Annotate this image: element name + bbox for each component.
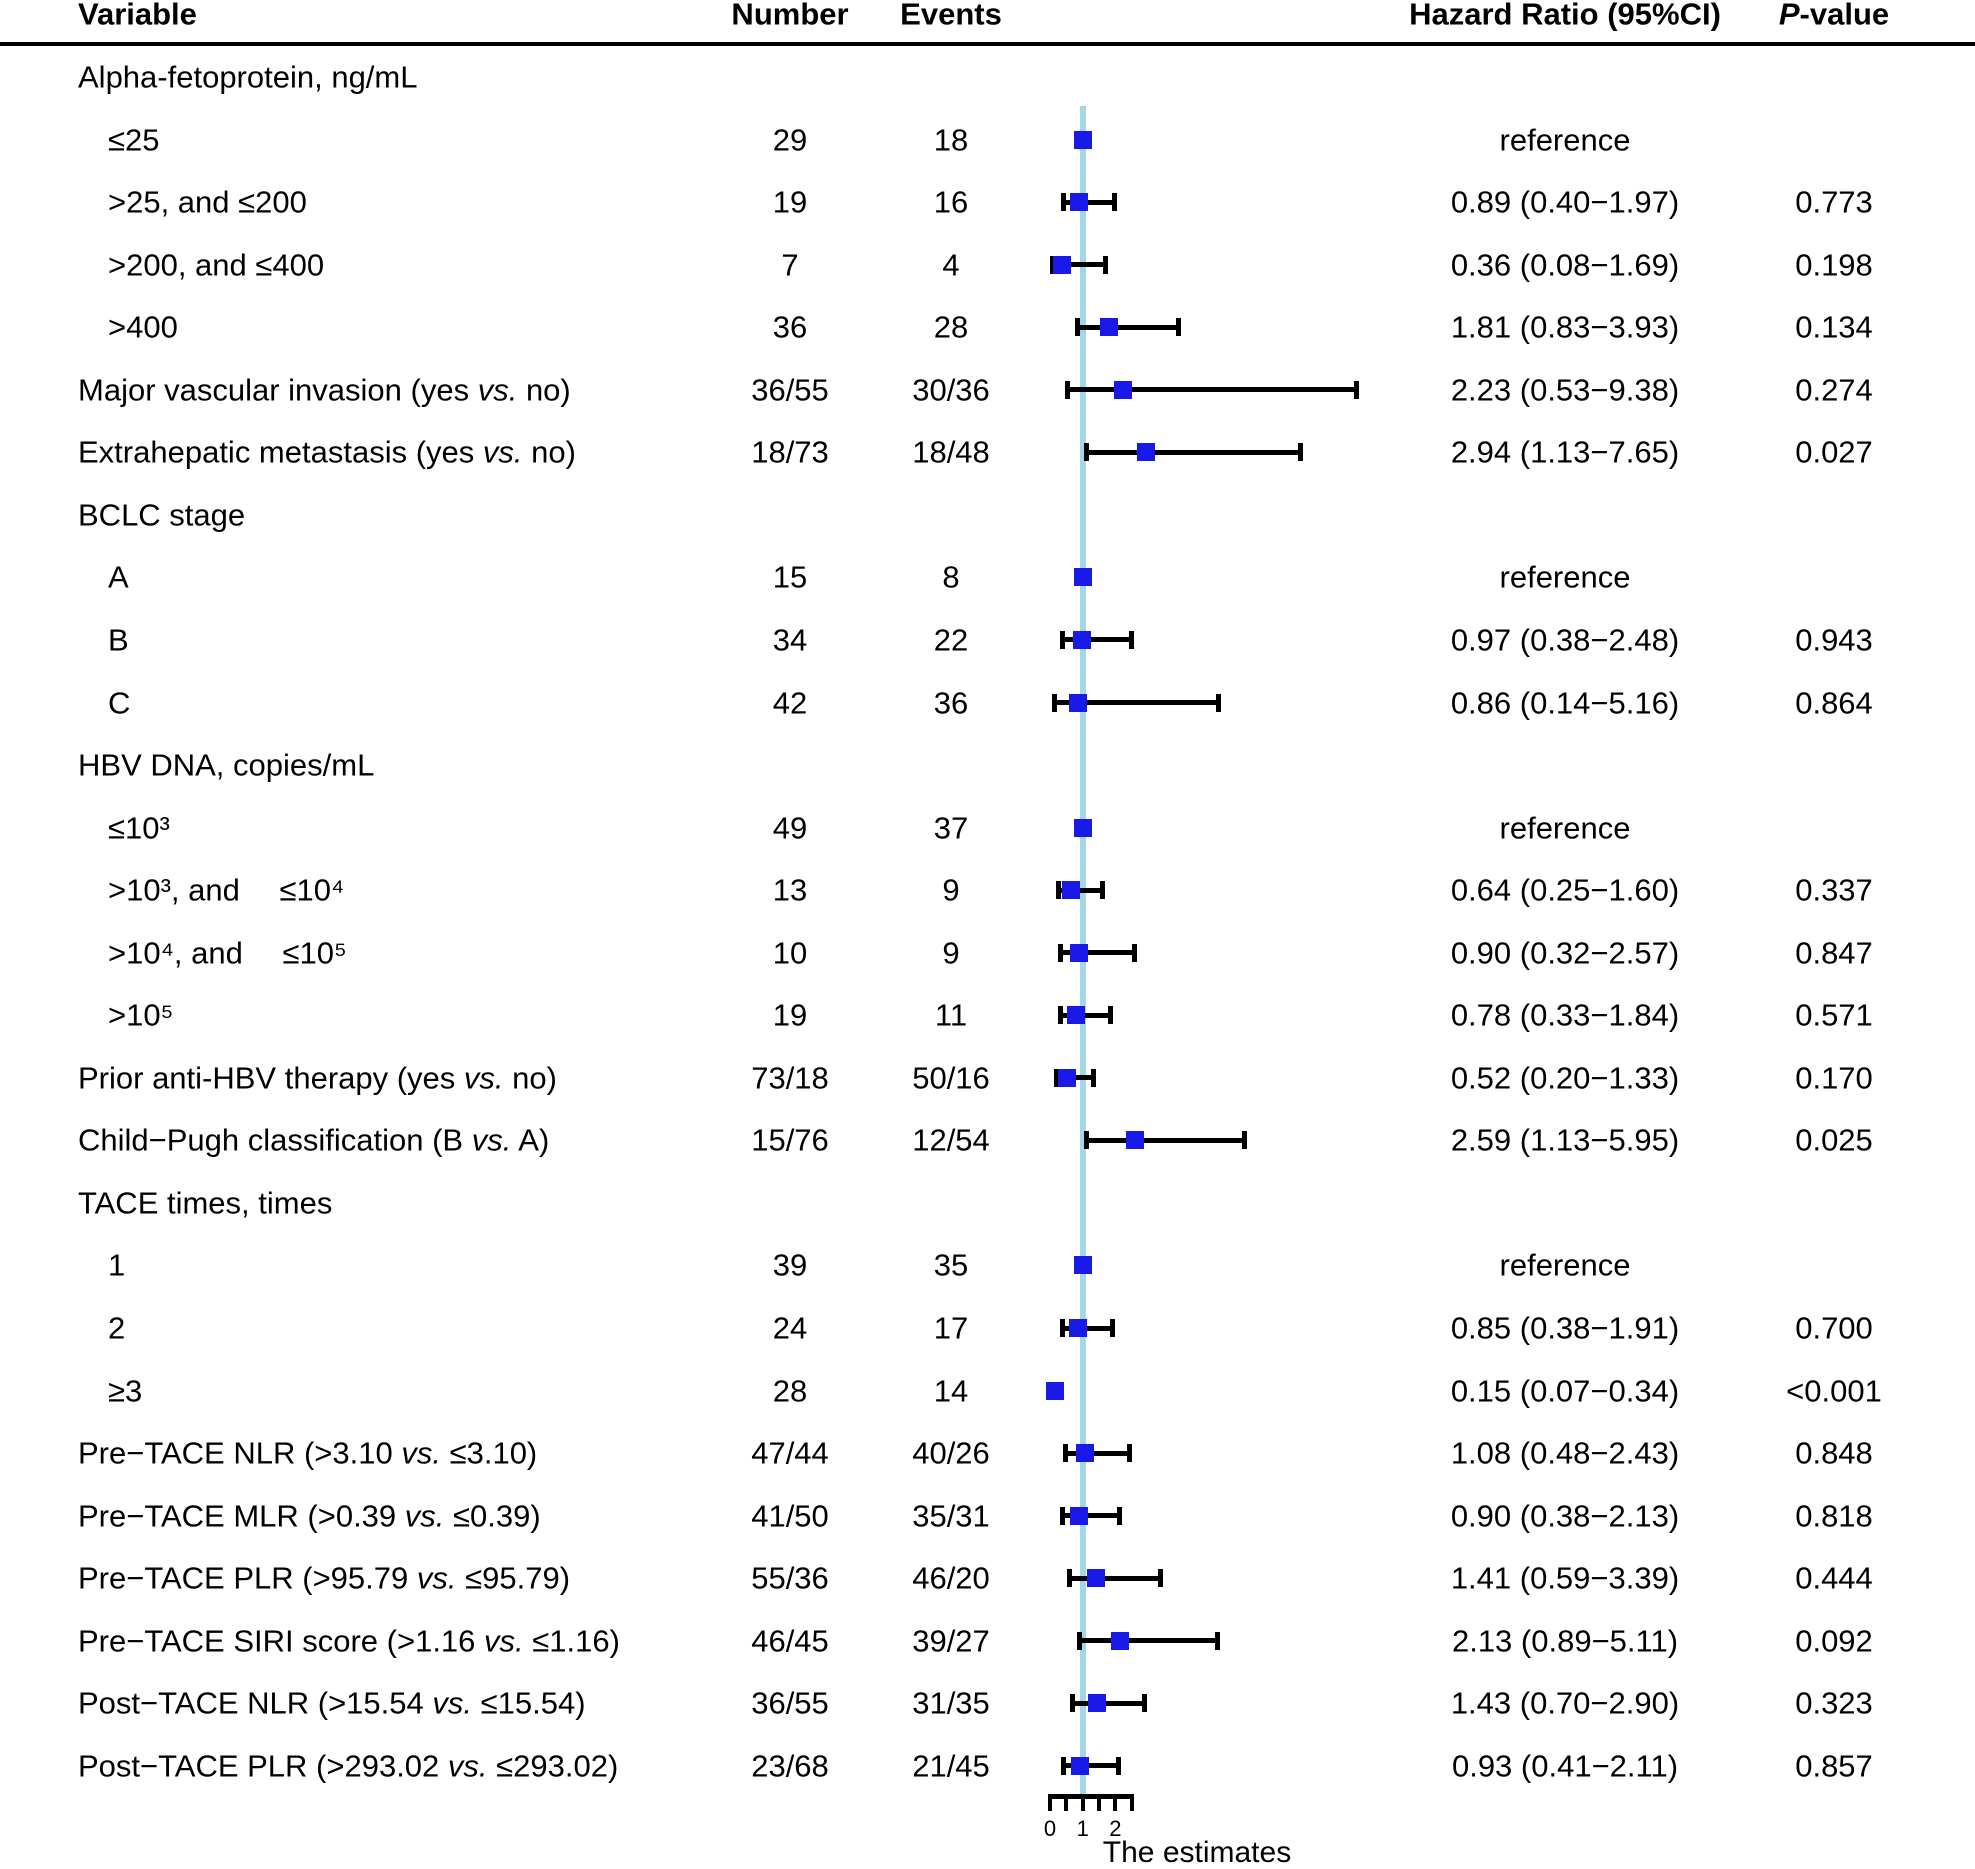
- row-label: A: [108, 559, 129, 595]
- ci-cap-right: [1127, 1444, 1132, 1462]
- ci-whisker: [1071, 1701, 1147, 1706]
- hr-cell: 0.86 (0.14−5.16): [1450, 685, 1680, 720]
- pvalue-cell: 0.027: [1795, 434, 1873, 470]
- axis-tick: [1113, 1794, 1117, 1811]
- events-cell: 22: [933, 622, 969, 658]
- number-cell: 36: [772, 309, 808, 345]
- row-label: Post−TACE PLR (>293.02 vs. ≤293.02): [78, 1748, 619, 1784]
- estimate-marker: [1137, 443, 1155, 461]
- row-label: ≤25: [108, 122, 160, 158]
- estimate-marker: [1067, 1006, 1085, 1024]
- pvalue-cell: 0.170: [1795, 1060, 1873, 1096]
- events-cell: 28: [933, 309, 969, 345]
- axis-tick-label: 1: [1076, 1816, 1089, 1841]
- col-header-pvalue: [1779, 0, 1889, 30]
- number-cell: 36/55: [751, 372, 829, 408]
- col-header-variable: Variable: [78, 0, 197, 32]
- hr-cell: 0.36 (0.08−1.69): [1450, 247, 1680, 283]
- number-cell: 39: [772, 1247, 808, 1283]
- col-header-hazard-ratio: Hazard Ratio (95%CI): [1409, 0, 1721, 32]
- pvalue-cell: 0.571: [1795, 997, 1873, 1033]
- estimate-marker: [1074, 819, 1092, 837]
- ci-whisker: [1085, 450, 1302, 455]
- ci-cap-left: [1058, 944, 1063, 962]
- axis-tick-label: 2: [1109, 1816, 1122, 1841]
- row-label: Pre−TACE PLR (>95.79 vs. ≤95.79): [78, 1560, 571, 1596]
- ci-cap-right: [1132, 944, 1137, 962]
- estimate-marker: [1088, 1694, 1106, 1712]
- events-cell: 39/27: [912, 1623, 990, 1659]
- estimate-marker: [1069, 1319, 1087, 1337]
- col-header-events: Events: [900, 0, 1002, 32]
- ci-cap-right: [1142, 1694, 1147, 1712]
- estimate-marker: [1070, 944, 1088, 962]
- ci-whisker: [1064, 1451, 1132, 1456]
- ci-cap-right: [1354, 381, 1359, 399]
- estimate-marker: [1074, 1256, 1092, 1274]
- hr-cell: 2.23 (0.53−9.38): [1450, 372, 1680, 408]
- hr-cell: 1.08 (0.48−2.43): [1450, 1435, 1680, 1471]
- ci-cap-right: [1129, 631, 1134, 649]
- estimate-marker: [1087, 1569, 1105, 1587]
- pvalue-p-italic: P: [1778, 0, 1800, 32]
- events-cell: 30/36: [912, 372, 990, 408]
- axis-tick: [1097, 1794, 1101, 1811]
- ci-whisker: [1065, 387, 1358, 392]
- number-cell: 36/55: [751, 1685, 829, 1721]
- estimate-marker: [1070, 193, 1088, 211]
- ci-cap-left: [1084, 1131, 1089, 1149]
- pvalue-cell: 0.025: [1795, 1122, 1873, 1158]
- axis-tick: [1064, 1794, 1068, 1811]
- hr-cell: 0.15 (0.07−0.34): [1450, 1373, 1680, 1409]
- x-axis-title: The estimates: [1102, 1836, 1292, 1869]
- row-label: >400: [108, 309, 178, 345]
- ci-cap-left: [1067, 1569, 1072, 1587]
- hr-cell: 1.81 (0.83−3.93): [1450, 309, 1680, 345]
- estimate-marker: [1071, 1757, 1089, 1775]
- events-cell: 14: [933, 1373, 969, 1409]
- row-label: Alpha-fetoprotein, ng/mL: [78, 59, 418, 95]
- ci-cap-left: [1065, 381, 1070, 399]
- row-label: >10⁵: [108, 997, 174, 1033]
- row-label: Prior anti-HBV therapy (yes vs. no): [78, 1060, 557, 1096]
- events-cell: 16: [933, 184, 969, 220]
- row-label: Pre−TACE MLR (>0.39 vs. ≤0.39): [78, 1498, 541, 1534]
- events-cell: 8: [942, 559, 960, 595]
- pvalue-cell: 0.274: [1795, 372, 1873, 408]
- col-header-number: Number: [731, 0, 849, 32]
- ci-cap-left: [1058, 1006, 1063, 1024]
- estimate-marker: [1046, 1382, 1064, 1400]
- events-cell: 21/45: [912, 1748, 990, 1784]
- ci-cap-left: [1070, 1694, 1075, 1712]
- ci-cap-right: [1158, 1569, 1163, 1587]
- number-cell: 15/76: [751, 1122, 829, 1158]
- ci-cap-left: [1060, 631, 1065, 649]
- pvalue-cell: 0.818: [1795, 1498, 1873, 1534]
- ci-whisker: [1085, 1138, 1247, 1143]
- pvalue-cell: 0.857: [1795, 1748, 1873, 1784]
- estimate-marker: [1062, 881, 1080, 899]
- hr-cell: 0.93 (0.41−2.11): [1451, 1748, 1679, 1784]
- row-label: BCLC stage: [78, 497, 246, 533]
- pvalue-cell: 0.134: [1795, 309, 1873, 345]
- ci-cap-left: [1063, 1444, 1068, 1462]
- hr-cell: 2.59 (1.13−5.95): [1450, 1122, 1680, 1158]
- row-label: >10³, and ≤10⁴: [108, 872, 345, 908]
- hr-cell: 2.13 (0.89−5.11): [1451, 1623, 1679, 1659]
- estimate-marker: [1111, 1632, 1129, 1650]
- number-cell: 18/73: [751, 434, 829, 470]
- hr-cell: 1.41 (0.59−3.39): [1450, 1560, 1680, 1596]
- number-cell: 55/36: [751, 1560, 829, 1596]
- events-cell: 12/54: [912, 1122, 990, 1158]
- hr-cell: 0.90 (0.38−2.13): [1450, 1498, 1680, 1534]
- events-cell: 35: [933, 1247, 969, 1283]
- ci-whisker: [1060, 637, 1133, 642]
- ci-cap-right: [1103, 256, 1108, 274]
- number-cell: 13: [772, 872, 808, 908]
- hr-cell: 0.78 (0.33−1.84): [1450, 997, 1680, 1033]
- estimate-marker: [1073, 631, 1091, 649]
- hr-cell: 0.90 (0.32−2.57): [1450, 935, 1680, 971]
- row-label: Child−Pugh classification (B vs. A): [78, 1122, 550, 1158]
- events-cell: 40/26: [912, 1435, 990, 1471]
- number-cell: 46/45: [751, 1623, 829, 1659]
- header-divider: [0, 42, 1975, 46]
- events-cell: 4: [942, 247, 960, 283]
- row-label: Post−TACE NLR (>15.54 vs. ≤15.54): [78, 1685, 586, 1721]
- events-cell: 11: [934, 997, 968, 1033]
- events-cell: 50/16: [912, 1060, 990, 1096]
- row-label: Pre−TACE SIRI score (>1.16 vs. ≤1.16): [78, 1623, 620, 1659]
- pvalue-rest: -value: [1799, 0, 1890, 32]
- ci-cap-left: [1084, 443, 1089, 461]
- ci-cap-left: [1061, 1757, 1066, 1775]
- pvalue-cell: 0.198: [1795, 247, 1873, 283]
- estimate-marker: [1053, 256, 1071, 274]
- row-label: Pre−TACE NLR (>3.10 vs. ≤3.10): [78, 1435, 538, 1471]
- ci-cap-right: [1215, 1632, 1220, 1650]
- ci-cap-left: [1077, 1632, 1082, 1650]
- ci-whisker: [1075, 325, 1180, 330]
- number-cell: 41/50: [751, 1498, 829, 1534]
- ci-whisker: [1077, 1638, 1219, 1643]
- axis-tick-label: 0: [1043, 1816, 1057, 1841]
- ci-cap-left: [1060, 1507, 1065, 1525]
- hr-cell: 1.43 (0.70−2.90): [1450, 1685, 1680, 1721]
- hr-cell: 0.85 (0.38−1.91): [1450, 1310, 1680, 1346]
- events-cell: 9: [942, 872, 960, 908]
- estimate-marker: [1100, 318, 1118, 336]
- row-label: HBV DNA, copies/mL: [78, 747, 375, 783]
- ci-cap-right: [1116, 1757, 1121, 1775]
- ci-cap-right: [1108, 1006, 1113, 1024]
- pvalue-cell: 0.864: [1795, 685, 1873, 720]
- row-label: Major vascular invasion (yes vs. no): [78, 372, 571, 408]
- ci-cap-right: [1100, 881, 1105, 899]
- row-label: B: [108, 622, 129, 658]
- row-label: >200, and ≤400: [108, 247, 325, 283]
- estimate-marker: [1114, 381, 1132, 399]
- pvalue-cell: 0.092: [1795, 1623, 1873, 1659]
- estimate-marker: [1074, 131, 1092, 149]
- ci-cap-left: [1060, 1319, 1065, 1337]
- number-cell: 7: [781, 247, 799, 283]
- events-cell: 18: [933, 122, 969, 158]
- number-cell: 42: [772, 685, 808, 720]
- hr-cell: 0.97 (0.38−2.48): [1450, 622, 1680, 658]
- ci-cap-right: [1117, 1507, 1122, 1525]
- number-cell: 24: [772, 1310, 808, 1346]
- pvalue-cell: 0.700: [1795, 1310, 1873, 1346]
- row-label: >10⁴, and ≤10⁵: [108, 935, 347, 971]
- pvalue-cell: 0.943: [1795, 622, 1873, 658]
- pvalue-cell: 0.773: [1795, 184, 1873, 220]
- hr-cell: reference: [1499, 810, 1631, 846]
- events-cell: 9: [942, 935, 960, 971]
- row-label: TACE times, times: [78, 1185, 333, 1221]
- estimate-marker: [1070, 1507, 1088, 1525]
- ci-cap-right: [1110, 1319, 1115, 1337]
- events-cell: 18/48: [912, 434, 990, 470]
- ci-cap-right: [1112, 193, 1117, 211]
- pvalue-cell: 0.337: [1795, 872, 1873, 908]
- axis-tick: [1130, 1794, 1134, 1811]
- hr-cell: reference: [1499, 559, 1631, 595]
- ci-cap-right: [1091, 1069, 1096, 1087]
- ci-cap-right: [1298, 443, 1303, 461]
- pvalue-cell: 0.848: [1795, 1435, 1873, 1471]
- row-label: C: [108, 685, 131, 720]
- ci-cap-left: [1075, 318, 1080, 336]
- ci-cap-left: [1056, 881, 1061, 899]
- number-cell: 73/18: [751, 1060, 829, 1096]
- row-label: ≥3: [108, 1373, 143, 1409]
- ci-whisker: [1061, 1763, 1121, 1768]
- hr-cell: reference: [1499, 1247, 1631, 1283]
- number-cell: 28: [772, 1373, 808, 1409]
- hr-cell: 0.64 (0.25−1.60): [1450, 872, 1680, 908]
- ci-cap-right: [1176, 318, 1181, 336]
- hr-cell: reference: [1499, 122, 1631, 158]
- number-cell: 49: [772, 810, 808, 846]
- hr-cell: 2.94 (1.13−7.65): [1450, 434, 1680, 470]
- number-cell: 10: [772, 935, 808, 971]
- number-cell: 29: [772, 122, 808, 158]
- row-label: 1: [108, 1247, 126, 1283]
- row-label: Extrahepatic metastasis (yes vs. no): [78, 434, 576, 470]
- number-cell: 15: [772, 559, 808, 595]
- estimate-marker: [1069, 694, 1087, 712]
- row-label: >25, and ≤200: [108, 184, 307, 220]
- ci-whisker: [1067, 1576, 1163, 1581]
- pvalue-cell: 0.847: [1795, 935, 1873, 971]
- ci-cap-right: [1216, 694, 1221, 712]
- pvalue-cell: 0.444: [1795, 1560, 1873, 1596]
- events-cell: 36: [933, 685, 969, 720]
- events-cell: 35/31: [912, 1498, 990, 1534]
- row-label: 2: [108, 1310, 126, 1346]
- number-cell: 34: [772, 622, 808, 658]
- events-cell: 37: [933, 810, 969, 846]
- estimate-marker: [1076, 1444, 1094, 1462]
- estimate-marker: [1074, 568, 1092, 586]
- ci-cap-right: [1242, 1131, 1247, 1149]
- ci-cap-left: [1052, 694, 1057, 712]
- ci-cap-left: [1061, 193, 1066, 211]
- number-cell: 19: [772, 184, 808, 220]
- events-cell: 17: [933, 1310, 969, 1346]
- events-cell: 46/20: [912, 1560, 990, 1596]
- axis-tick: [1048, 1794, 1052, 1811]
- hr-cell: 0.89 (0.40−1.97): [1450, 184, 1680, 220]
- pvalue-cell: 0.323: [1795, 1685, 1873, 1721]
- pvalue-cell: <0.001: [1786, 1373, 1882, 1409]
- hr-cell: 0.52 (0.20−1.33): [1450, 1060, 1680, 1096]
- x-axis-ruler: [1048, 1794, 1134, 1799]
- estimate-marker: [1126, 1131, 1144, 1149]
- row-label: ≤10³: [108, 810, 170, 846]
- events-cell: 31/35: [912, 1685, 990, 1721]
- number-cell: 19: [772, 997, 808, 1033]
- estimate-marker: [1058, 1069, 1076, 1087]
- number-cell: 47/44: [751, 1435, 829, 1471]
- number-cell: 23/68: [751, 1748, 829, 1784]
- axis-tick: [1081, 1794, 1085, 1811]
